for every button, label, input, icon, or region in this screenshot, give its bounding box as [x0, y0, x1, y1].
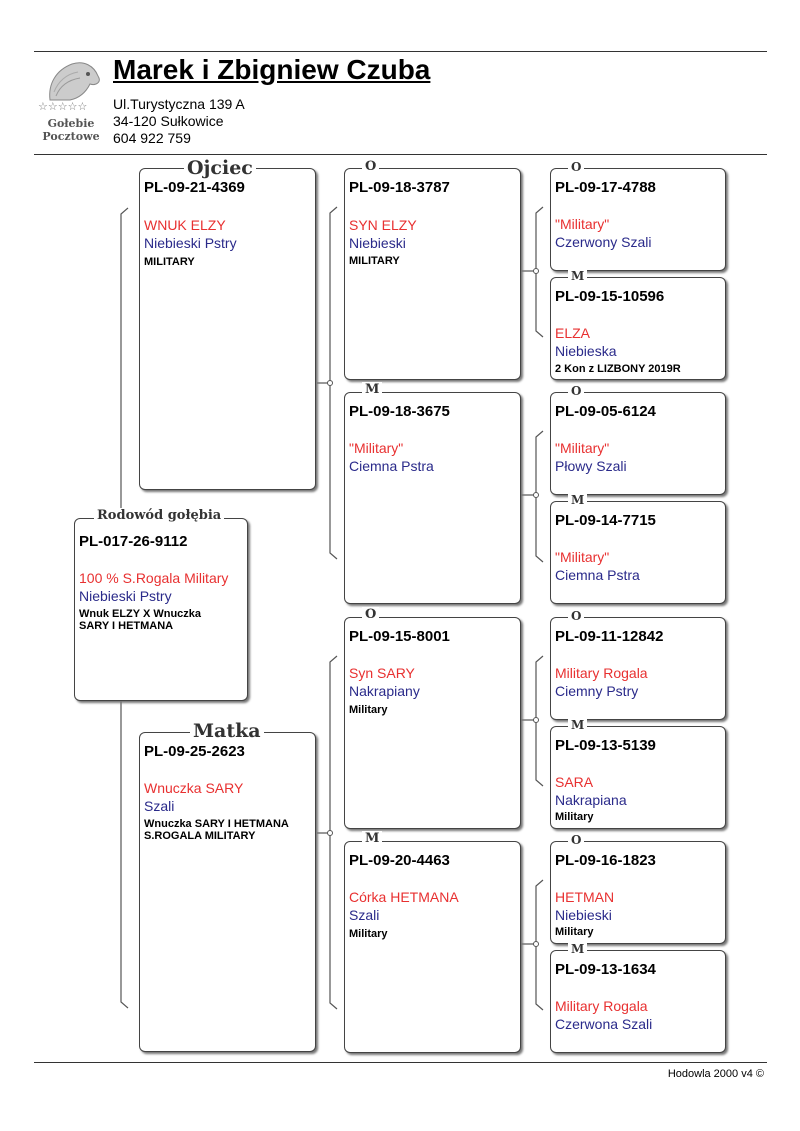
- ffm-label: M: [568, 269, 587, 283]
- subject-color: Niebieski Pstry: [79, 588, 172, 604]
- fff-name: "Military": [555, 216, 610, 232]
- mfm-label: M: [568, 718, 587, 732]
- mfm-note: Military: [555, 811, 594, 823]
- ff-note: MILITARY: [349, 255, 400, 267]
- mother-note: Wnuczka SARY I HETMANA S.ROGALA MILITARY: [144, 818, 289, 842]
- fff-box[interactable]: [550, 168, 726, 271]
- subject-box[interactable]: [74, 518, 248, 701]
- fmm-name: "Military": [555, 549, 610, 565]
- ffm-box[interactable]: [550, 277, 726, 380]
- father-ring: PL-09-21-4369: [144, 179, 245, 196]
- mother-color: Szali: [144, 798, 175, 814]
- subject-ring: PL-017-26-9112: [79, 533, 188, 550]
- fm-color: Ciemna Pstra: [349, 458, 434, 474]
- mmf-ring: PL-09-16-1823: [555, 852, 656, 869]
- ff-box[interactable]: [344, 168, 521, 380]
- mmf-box[interactable]: [550, 841, 726, 944]
- fmf-color: Płowy Szali: [555, 458, 627, 474]
- mff-name: Military Rogala: [555, 665, 648, 681]
- mm-ring: PL-09-20-4463: [349, 852, 450, 869]
- address-line2: 34-120 Sułkowice: [113, 113, 224, 129]
- mmm-label: M: [568, 942, 587, 956]
- footer-credit: Hodowla 2000 v4 ©: [667, 1068, 764, 1080]
- mff-box[interactable]: [550, 617, 726, 720]
- mmm-name: Military Rogala: [555, 998, 648, 1014]
- mfm-color: Nakrapiana: [555, 792, 627, 808]
- fmm-ring: PL-09-14-7715: [555, 512, 656, 529]
- fmf-name: "Military": [555, 440, 610, 456]
- mmf-label: O: [568, 833, 584, 847]
- fm-ring: PL-09-18-3675: [349, 403, 450, 420]
- father-box[interactable]: [139, 168, 316, 490]
- father-color: Niebieski Pstry: [144, 235, 237, 251]
- owner-title: Marek i Zbigniew Czuba: [113, 54, 431, 85]
- mff-color: Ciemny Pstry: [555, 683, 639, 699]
- mm-label: M: [362, 831, 382, 846]
- mf-label: O: [362, 607, 379, 622]
- fmm-color: Ciemna Pstra: [555, 567, 640, 583]
- mm-color: Szali: [349, 907, 380, 923]
- ff-label: O: [362, 159, 379, 174]
- connector-subject-mother: [121, 701, 128, 1008]
- mmf-name: HETMAN: [555, 889, 615, 905]
- svg-text:☆☆☆☆☆: ☆☆☆☆☆: [38, 100, 88, 112]
- ff-color: Niebieski: [349, 235, 406, 251]
- mff-ring: PL-09-11-12842: [555, 628, 664, 645]
- mother-label: Matka: [190, 720, 264, 742]
- fff-label: O: [568, 160, 584, 174]
- subject-note: Wnuk ELZY X Wnuczka SARY I HETMANA: [79, 608, 202, 632]
- ffm-note: 2 Kon z LIZBONY 2019R: [555, 363, 681, 375]
- subject-label: Rodowód gołębia: [94, 508, 224, 523]
- ff-ring: PL-09-18-3787: [349, 179, 450, 196]
- fff-ring: PL-09-17-4788: [555, 179, 656, 196]
- mfm-box[interactable]: [550, 726, 726, 829]
- logo-line1: Gołebie: [47, 117, 95, 130]
- fm-label: M: [362, 382, 382, 397]
- mother-name: Wnuczka SARY: [144, 780, 244, 796]
- mm-name: Córka HETMANA: [349, 889, 459, 905]
- logo-line2: Pocztowe: [42, 130, 100, 143]
- fm-box[interactable]: [344, 392, 521, 604]
- mother-box[interactable]: [139, 732, 316, 1052]
- subject-name: 100 % S.Rogala Military: [79, 570, 229, 586]
- mmm-ring: PL-09-13-1634: [555, 961, 656, 978]
- father-name: WNUK ELZY: [144, 217, 226, 233]
- phone: 604 922 759: [113, 130, 191, 146]
- mfm-ring: PL-09-13-5139: [555, 737, 656, 754]
- ffm-color: Niebieska: [555, 343, 617, 359]
- ffm-ring: PL-09-15-10596: [555, 288, 665, 305]
- mm-note: Military: [349, 928, 388, 940]
- mf-box[interactable]: [344, 617, 521, 829]
- mf-name: Syn SARY: [349, 665, 415, 681]
- footer-rule: [34, 1062, 767, 1063]
- mmf-color: Niebieski: [555, 907, 612, 923]
- mfm-name: SARA: [555, 774, 594, 790]
- father-note: MILITARY: [144, 256, 195, 268]
- mmf-note: Military: [555, 926, 594, 938]
- connector-subject-father: [121, 208, 128, 511]
- mf-note: Military: [349, 704, 388, 716]
- mff-label: O: [568, 609, 584, 623]
- mf-color: Nakrapiany: [349, 683, 420, 699]
- address-line1: Ul.Turystyczna 139 A: [113, 96, 245, 112]
- fm-name: "Military": [349, 440, 404, 456]
- fmf-box[interactable]: [550, 392, 726, 495]
- mmm-color: Czerwona Szali: [555, 1016, 653, 1032]
- fmf-ring: PL-09-05-6124: [555, 403, 656, 420]
- father-label: Ojciec: [184, 157, 256, 179]
- mm-box[interactable]: [344, 841, 521, 1053]
- fmf-label: O: [568, 384, 584, 398]
- ffm-name: ELZA: [555, 325, 591, 341]
- mf-ring: PL-09-15-8001: [349, 628, 450, 645]
- mmm-box[interactable]: [550, 950, 726, 1053]
- fmm-label: M: [568, 493, 587, 507]
- mother-ring: PL-09-25-2623: [144, 743, 245, 760]
- ff-name: SYN ELZY: [349, 217, 417, 233]
- fmm-box[interactable]: [550, 501, 726, 604]
- fff-color: Czerwony Szali: [555, 234, 652, 250]
